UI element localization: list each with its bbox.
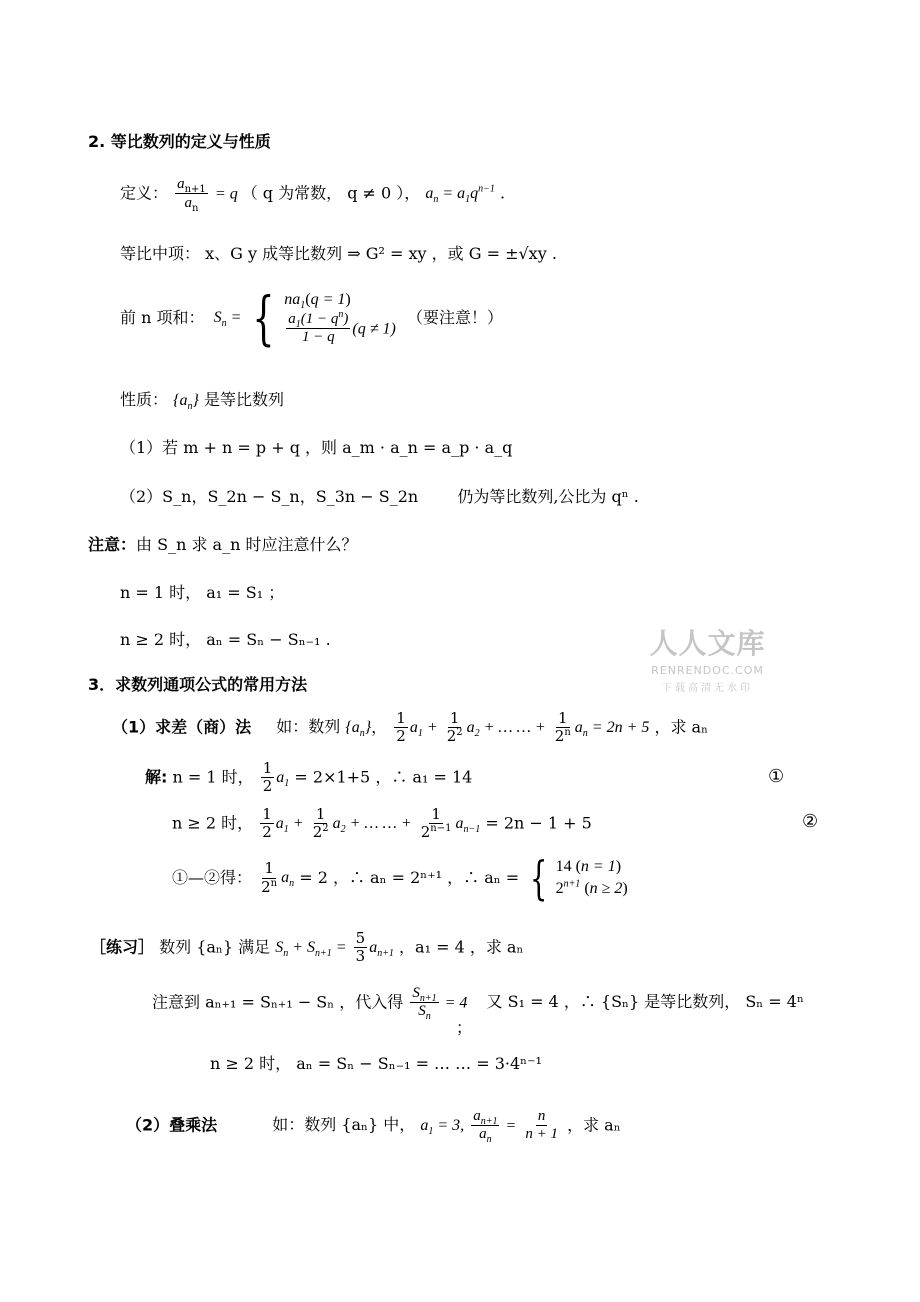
equation-mark-2: ②: [802, 811, 819, 832]
case-n-1: n = 1 时， a₁ = S₁ ；: [120, 583, 285, 602]
property-2: [120, 489, 639, 505]
solution-1-tail: = 2×1+5 ，∴ a₁ = 14: [294, 767, 473, 787]
watermark: [640, 622, 775, 694]
property-text: 是等比数列: [204, 390, 285, 409]
solution-label: 解:: [145, 767, 168, 787]
note-text: 由 S_n 求 a_n 时应注意什么？: [136, 535, 358, 554]
definition-line: 定义： $\frac{a_{n+1}}{a_n}$ = q （ q 为常数， q ≠ 0 ）， $a_n = a_1q^{n-1}$ .: [120, 176, 506, 215]
exercise-label: ［练习］: [90, 937, 155, 957]
method-1-ask: ，求 aₙ: [654, 717, 709, 737]
geometric-mean-line: [120, 246, 557, 262]
watermark-slogan: 下载高清无水印: [662, 683, 753, 694]
note-line: [88, 537, 357, 553]
solution-2-tail: = 2n − 1 + 5: [485, 813, 592, 833]
sum-note: （要注意！）: [406, 308, 503, 327]
exercise-text: 数列 {aₙ} 满足: [159, 937, 271, 957]
solution-1-head: n = 1 时，: [172, 767, 254, 787]
exercise-solution-1: 注意到 aₙ₊₁ = Sₙ₊₁ − Sₙ ，代入得 $\frac{S_{n+1}}{S_n}$ = 4 又 S₁ = 4 ，∴ {Sₙ} 是等比数列， Sₙ = 4ⁿ: [152, 985, 804, 1023]
method-2-ask: ，求 aₙ: [567, 1115, 621, 1135]
sum-cases: { $na_1(q = 1)$ $\frac{a_1(1 - q^n)}{1 - q}$ (q ≠ 1): [252, 284, 396, 352]
geometric-mean-label: 等比中项：: [120, 244, 201, 263]
exercise-solution-1-head: 注意到 aₙ₊₁ = Sₙ₊₁ − Sₙ ，代入得: [152, 992, 404, 1012]
equation-mark-1: ①: [768, 766, 785, 787]
watermark-domain: RENRENDOC.COM: [651, 664, 764, 677]
piecewise-result: { 14 (n = 1) $2^{n+1}$ (n ≥ 2): [530, 851, 628, 905]
exercise-solution-1-tail: 又 S₁ = 4 ，∴ {Sₙ} 是等比数列， Sₙ = 4ⁿ: [486, 992, 804, 1012]
case-n-ge-2: n ≥ 2 时， aₙ = Sₙ − Sₙ₋₁ .: [120, 630, 331, 649]
exercise-solution-2: n ≥ 2 时， aₙ = Sₙ − Sₙ₋₁ = … … = 3·4ⁿ⁻¹: [210, 1054, 542, 1073]
solution-3-head: ①—②得：: [172, 868, 253, 887]
method-1-example: 如：数列: [276, 717, 341, 737]
method-2-label: （2）叠乘法: [126, 1115, 218, 1135]
ratio-fraction: $\frac{a_{n+1}}{a_n}$: [177, 176, 206, 215]
property-1: （1）若 m + n = p + q ，则 a_m · a_n = a_p · a_q: [120, 438, 513, 457]
definition-label: 定义：: [120, 183, 169, 203]
solution-line-3: ①—②得： $\frac{1}{2^n}$ $a_n = 2$ ，∴ aₙ = 2ⁿ⁺¹ ，∴ aₙ = { 14 (n = 1) $2^{n+1}$ (n ≥ 2): [172, 851, 628, 905]
watermark-title: 人人文库: [649, 627, 766, 660]
solution-3-mid: = 2 ，∴ aₙ = 2ⁿ⁺¹ ，∴ aₙ =: [299, 868, 520, 887]
exercise-tail: ，a₁ = 4 ，求 aₙ: [399, 937, 524, 957]
definition-q-note: （ q 为常数， q ≠ 0 ），: [241, 183, 421, 203]
exercise-line: ［练习］ 数列 {aₙ} 满足 $S_n + S_{n+1}$ = $\frac{5}{3}$ $a_{n+1}$ ，a₁ = 4 ，求 aₙ: [90, 929, 524, 966]
solution-line-2: n ≥ 2 时， $\frac{1}{2}$ $a_1$ + $\frac{1}{2^2}$ $a_2$ + … … + $\frac{1}{2^{n-1}}$ $a_{n-1} = 2n - 1 + 5$: [172, 805, 592, 842]
section-2-heading: 2. 等比数列的定义与性质: [88, 132, 271, 151]
property-label: 性质：: [120, 390, 169, 409]
exercise-semicolon: ；: [456, 1018, 473, 1037]
section-3-heading: 3．求数列通项公式的常用方法: [88, 675, 308, 694]
method-2-example: 如：数列 {aₙ} 中，: [272, 1115, 416, 1135]
sum-label: 前 n 项和：: [120, 308, 205, 327]
geometric-mean-text: x、G y 成等比数列 ⇒ G² = xy ，或 G = ±√xy .: [205, 244, 557, 263]
note-label: 注意：: [88, 535, 137, 554]
property-2-tail: 仍为等比数列,公比为 qⁿ .: [457, 487, 639, 506]
property-line: 性质： $\{a_n\}$ 是等比数列: [120, 390, 285, 413]
solution-2-head: n ≥ 2 时，: [172, 813, 254, 833]
property-2-main: （2）S_n，S_2n − S_n，S_3n − S_2n: [120, 487, 419, 506]
method-1-label: （1）求差（商）法: [112, 717, 252, 737]
solution-line-1: 解: n = 1 时， $\frac{1}{2}$ $a_1 = 2\times 1+5$ ，∴ a₁ = 14: [145, 759, 473, 796]
sum-formula-line: 前 n 项和： $S_n$ = { $na_1(q = 1)$ $\frac{a_1(1 - q^n)}{1 - q}$ (q ≠ 1) （要注意！）: [120, 284, 503, 352]
method-2-line: （2）叠乘法 如：数列 {aₙ} 中， $a_1 = 3$, $\frac{a_{n+1}}{a_n}$ = $\frac{n}{n + 1}$ ，求 aₙ: [126, 1108, 621, 1146]
method-1-line: （1）求差（商）法 如：数列 $\{a_n\}$， $\frac{1}{2}$ $a_1$ + $\frac{1}{2^2}$ $a_2$ + … … + $\frac{1}{2^n}$ $a_n = 2n + 5$ ，求 aₙ: [112, 709, 709, 746]
